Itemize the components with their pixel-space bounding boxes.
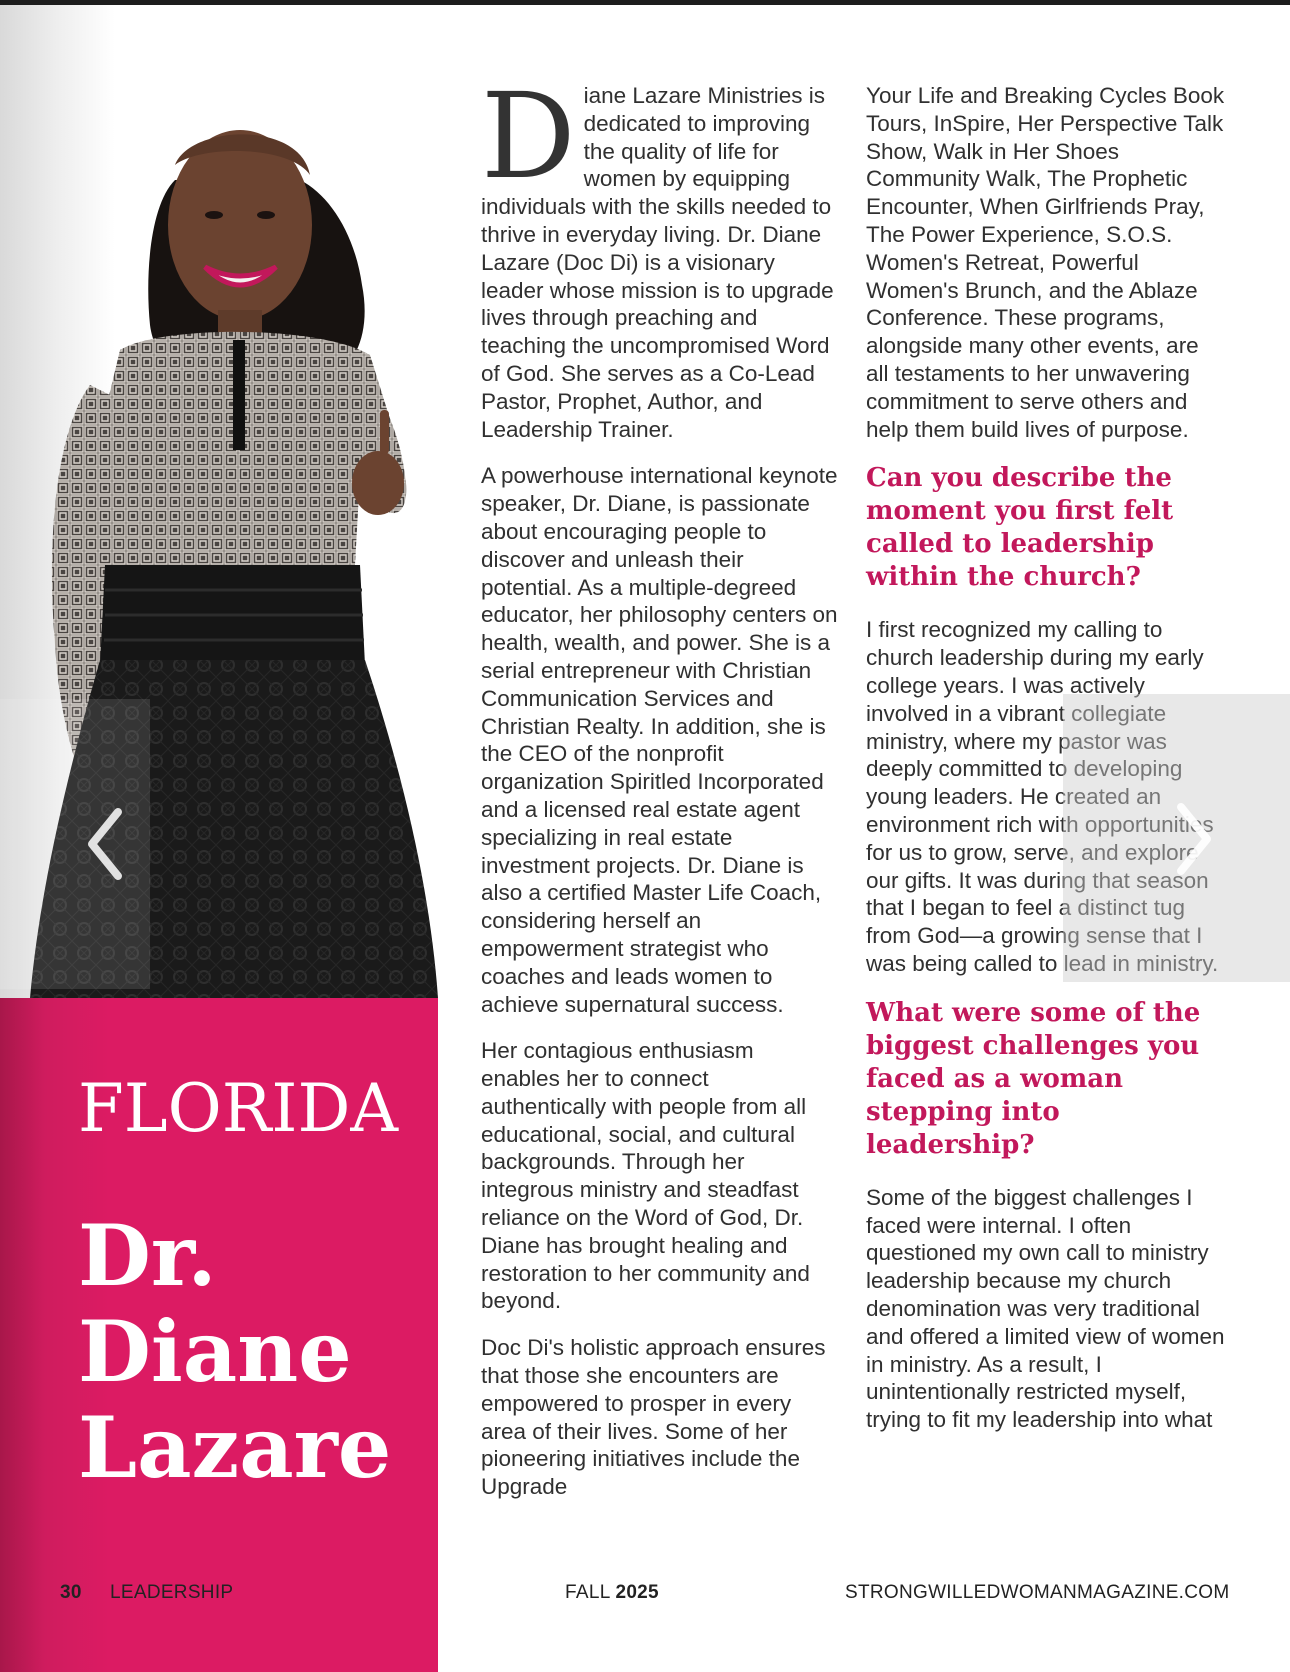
name-line-1: Dr.	[78, 1206, 217, 1305]
article-paragraph: Her contagious enthusiasm enables her to connect authentically with people from all educational, social, and cultural backgrounds. Through her integrous ministry and steadfast reliance on the Word of God, Dr. Diane has brought healing and restoration to her community and beyond.	[481, 1038, 810, 1314]
issue-year: 2025	[615, 1582, 659, 1603]
interview-answer: Some of the biggest challenges I faced were internal. I often questioned my own call to ministry leadership because my church denomination was very traditional and offered a limited view of women in ministry. As a result, I unintentionally restricted myself, trying to fit my leadership into what	[866, 1184, 1225, 1433]
portrait-photo	[0, 5, 438, 998]
state-label: FLORIDA	[78, 1070, 399, 1147]
chevron-right-icon	[1173, 799, 1217, 879]
article-paragraph: Your Life and Breaking Cycles Book Tours, InSpire, Her Perspective Talk Show, Walk in Her Shoes Community Walk, The Prophetic Encounter, When Girlfriends Pray, The Power Experience, S.O.S. Women's Retreat, Powerful Women's Brunch, and the Ablaze Conference. These programs, alongside many other events, are all testaments to her unwavering commitment to serve others and help them build lives of purpose.	[866, 83, 1225, 442]
section-label: LEADERSHIP	[110, 1582, 234, 1603]
page-number: 30	[60, 1582, 82, 1603]
article-column-1	[481, 67, 838, 1520]
interview-answer: I first recognized my calling to church leadership during my early college years. I was actively involved in a vibrant collegiate ministry, where my pastor was deeply committed to developing young leaders. He created an environment rich with opportunities for us to grow, serve, and explore our gifts. It was during that season that I began to feel a distinct tug from God—a growing sense that I was being called to lead in ministry.	[866, 617, 1219, 976]
name-line-3: Lazare	[78, 1398, 392, 1497]
website-link[interactable]: STRONGWILLEDWOMANMAGAZINE.COM	[845, 1582, 1230, 1603]
issue-season: FALL	[565, 1582, 610, 1603]
carousel-prev-button[interactable]	[0, 699, 150, 989]
name-line-2: Diane	[78, 1302, 352, 1401]
person-name	[78, 1208, 391, 1496]
article-paragraph: Doc Di's holistic approach ensures that those she encounters are empowered to prosper in every area of their lives. Some of her pioneering initiatives include the Upgrade	[481, 1335, 826, 1500]
carousel-next-button[interactable]	[1063, 694, 1290, 982]
interview-question: Can you describe the moment you first felt called to leadership within the church?	[866, 463, 1174, 593]
article-paragraph	[481, 67, 838, 443]
paragraph-text: iane Lazare Ministries is dedicated to improving the quality of life for women by equipping individuals with the skills needed to thrive in everyday living. Dr. Diane Lazare (Doc Di) is a visionary leader whose mission is to upgrade lives through preaching and teaching the uncompromised Word of God. She serves as a Co-Lead Pastor, Prophet, Author, and Leadership Trainer.	[481, 83, 834, 442]
drop-cap: D	[481, 67, 576, 205]
interview-question: What were some of the biggest challenges you faced as a woman stepping into leadership?	[866, 997, 1201, 1160]
article-paragraph: A powerhouse international keynote speaker, Dr. Diane, is passionate about encouraging people to discover and unleash their potential. As a multiple-degreed educator, her philosophy centers on health, wealth, and power. She is a serial entrepreneur with Christian Communication Services and Christian Realty. In addition, she is the CEO of the nonprofit organization Spiritled Incorporated and a licensed real estate agent specializing in real estate investment projects. Dr. Diane is also a certified Master Life Coach, considering herself an empowerment strategist who coaches and leads women to achieve supernatural success.	[481, 463, 838, 1017]
chevron-left-icon	[82, 804, 126, 884]
issue-label	[565, 1582, 659, 1604]
